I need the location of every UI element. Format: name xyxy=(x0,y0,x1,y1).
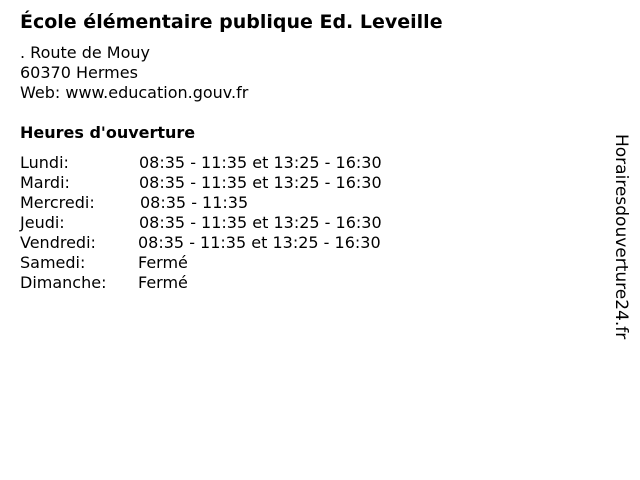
day-label: Jeudi: xyxy=(20,213,65,232)
day-label: Lundi: xyxy=(20,153,69,172)
day-label: Mardi: xyxy=(20,173,70,192)
day-hours: 08:35 - 11:35 et 13:25 - 16:30 xyxy=(138,233,381,252)
website-link[interactable]: Web: www.education.gouv.fr xyxy=(20,83,249,102)
day-label: Mercredi: xyxy=(20,193,95,212)
day-hours: 08:35 - 11:35 xyxy=(140,193,249,212)
address-street: . Route de Mouy xyxy=(20,43,150,62)
site-watermark: Horairesdouverture24.fr xyxy=(611,134,631,340)
address-block xyxy=(20,43,248,103)
day-label: Dimanche: xyxy=(20,273,107,292)
day-label: Vendredi: xyxy=(20,233,96,252)
day-hours: 08:35 - 11:35 et 13:25 - 16:30 xyxy=(139,213,382,232)
opening-hours-heading: Heures d'ouverture xyxy=(20,123,196,142)
address-city: 60370 Hermes xyxy=(20,63,138,82)
page-title: École élémentaire publique Ed. Leveille xyxy=(20,11,443,33)
day-hours: Fermé xyxy=(138,273,188,292)
day-hours: Fermé xyxy=(138,253,188,272)
day-hours: 08:35 - 11:35 et 13:25 - 16:30 xyxy=(139,153,382,172)
day-hours: 08:35 - 11:35 et 13:25 - 16:30 xyxy=(139,173,382,192)
day-label: Samedi: xyxy=(20,253,86,272)
